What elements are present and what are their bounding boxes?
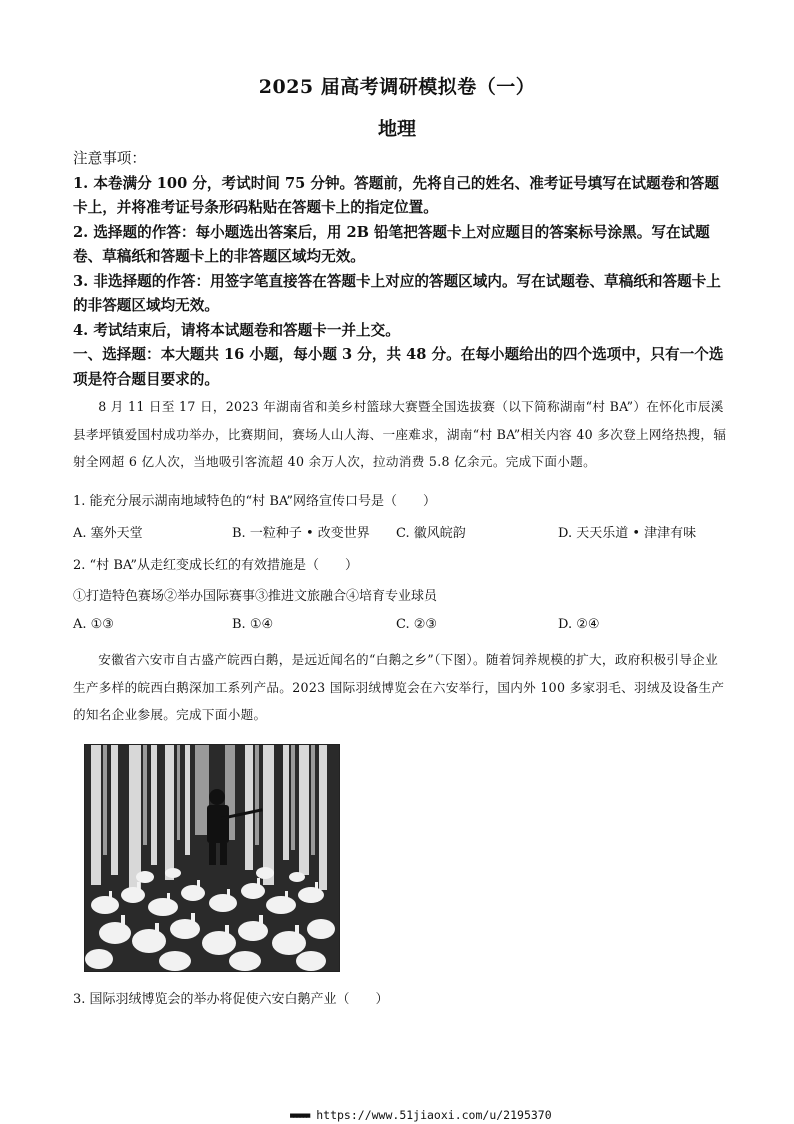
subject-title: 地理	[377, 118, 416, 140]
passage-goose	[73, 646, 728, 729]
section-heading: 一、选择题：本大题共 16 小题，每小题 3 分，共 48 分。在每小题给出的四个选项中，只有一个选项是符合题目要求的。	[73, 346, 724, 388]
notice-heading: 注意事项：	[73, 150, 146, 167]
notice-block	[73, 147, 733, 392]
question-3-stem: 3. 国际羽绒博览会的举办将促使六安白鹅产业（ ）	[73, 992, 389, 1007]
notice-item-1: 1. 本卷满分 100 分，考试时间 75 分钟。答题前，先将自己的姓名、准考证号填写在试题卷和答题卡上，并将准考证号条形码粘贴在答题卡上的指定位置。	[73, 174, 719, 216]
passage-goose-text: 安徽省六安市自古盛产皖西白鹅，是远近闻名的“白鹅之乡”（下图）。随着饲养规模的扩大，政府积极引导企业生产多样的皖西白鹅深加工系列产品。2023 国际羽绒博览会在六安举行，国内外 100 多家羽毛、羽绒及设备生产的知名企业参展。完成下面小题。	[73, 652, 725, 722]
footer-watermark	[290, 1108, 590, 1122]
notice-item-4: 4. 考试结束后，请将本试题卷和答题卡一并上交。	[73, 321, 400, 339]
q2-option-d: D. ②④	[558, 617, 600, 632]
q2-option-c: C. ②③	[396, 617, 438, 632]
notice-item-2: 2. 选择题的作答：每小题选出答案后，用 2B 铅笔把答题卡上对应题目的答案标号涂黑。写在试题卷、草稿纸和答题卡上的非答题区域均无效。	[73, 223, 710, 265]
passage-cunba-text: 8 月 11 日至 17 日，2023 年湖南省和美乡村篮球大赛暨全国选拔赛（以下简称湖南“村 BA”）在怀化市辰溪县孝坪镇爱国村成功举办，比赛期间，赛场人山人海、一座难求，湖南“村 BA”相关内容 40 多次登上网络热搜，辐射全网超 6 亿人次，当地吸引客流超 40 余万人次，拉动消费 5.8 亿余元。完成下面小题。	[73, 399, 727, 469]
q2-option-b: B. ①④	[232, 617, 274, 632]
watermark-logo-icon: ■■■■■■	[290, 1111, 310, 1120]
footer-url[interactable]: https://www.51jiaoxi.com/u/2195370	[316, 1108, 552, 1122]
notice-item-3: 3. 非选择题的作答：用签字笔直接答在答题卡上对应的答题区域内。写在试题卷、草稿纸和答题卡上的非答题区域均无效。	[73, 272, 721, 314]
question-2-items: ①打造特色赛场②举办国际赛事③推进文旅融合④培育专业球员	[73, 589, 438, 604]
q2-option-a: A. ①③	[73, 617, 114, 632]
passage-cunba	[73, 393, 728, 476]
question-1-stem: 1. 能充分展示湖南地域特色的“村 BA”网络宣传口号是（ ）	[73, 494, 436, 509]
q1-option-b: B. 一粒种子 • 改变世界	[232, 526, 370, 541]
exam-title: 2025 届高考调研模拟卷（一）	[258, 76, 536, 98]
q1-option-c: C. 徽风皖韵	[396, 526, 466, 541]
white-goose-photo	[84, 744, 340, 972]
q1-option-d: D. 天天乐道 • 津津有味	[558, 526, 697, 541]
q1-option-a: A. 塞外天堂	[73, 526, 143, 541]
question-2-stem: 2. “村 BA”从走红变成长红的有效措施是（ ）	[73, 558, 358, 573]
